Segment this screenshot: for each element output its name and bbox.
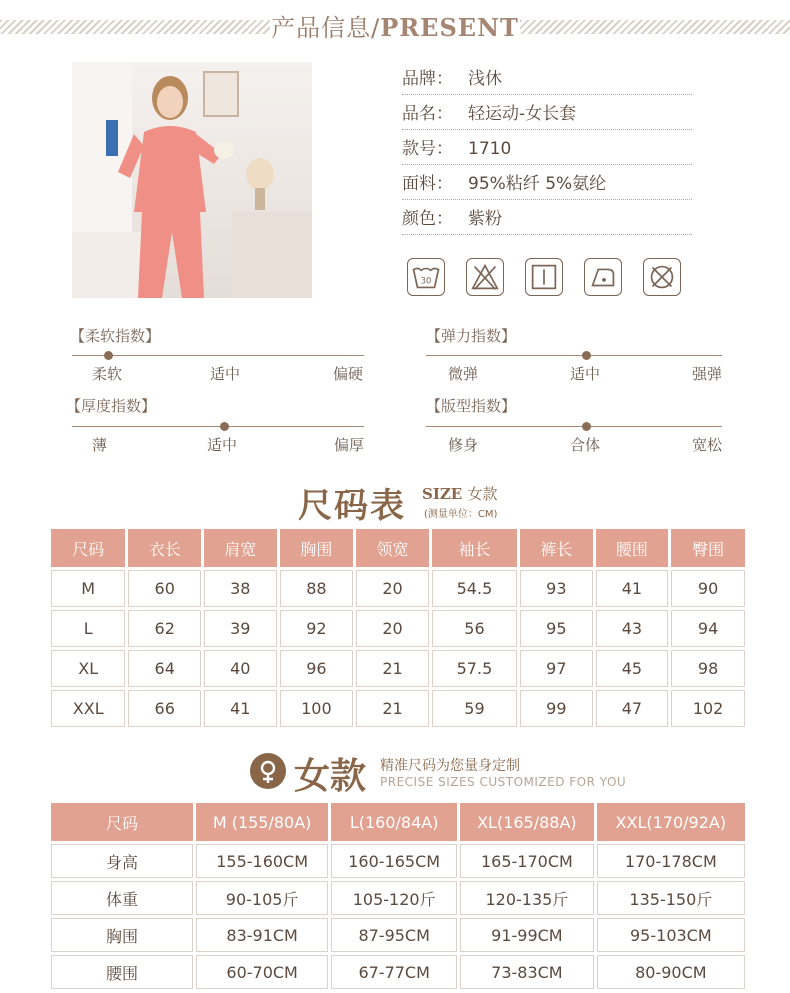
table-cell: 102 — [671, 690, 745, 727]
table-cell: 21 — [356, 690, 429, 727]
table-cell: 43 — [596, 610, 669, 647]
soft-index-track — [72, 355, 364, 356]
info-style-no-value: 1710 — [468, 139, 512, 159]
iron-low-icon — [584, 258, 622, 296]
thickness-index-track — [72, 426, 364, 427]
size-table-header-cell: 衣长 — [128, 529, 201, 567]
info-brand-value: 浅休 — [468, 69, 502, 89]
info-color-value: 紫粉 — [468, 209, 502, 229]
table-cell: XXL — [51, 690, 125, 727]
fit-index-low: 修身 — [448, 436, 479, 454]
table-cell: 105-120斤 — [331, 881, 457, 915]
table-cell: L — [51, 610, 125, 647]
table-cell: 170-178CM — [597, 844, 745, 878]
drip-dry-icon — [525, 258, 563, 296]
table-cell: 165-170CM — [460, 844, 594, 878]
info-brand — [402, 63, 692, 95]
table-cell: 90 — [671, 570, 745, 607]
table-cell: 120-135斤 — [460, 881, 594, 915]
table-cell: 40 — [204, 650, 277, 687]
table-cell: 60 — [128, 570, 201, 607]
table-cell: 66 — [128, 690, 201, 727]
women-section-subtitle: 精准尺码为您量身定制 — [380, 758, 520, 774]
women-table-header-cell: M (155/80A) — [196, 803, 328, 841]
table-cell: 88 — [280, 570, 354, 607]
thickness-index-title: 【厚度指数】 — [66, 397, 157, 415]
table-cell: 94 — [671, 610, 745, 647]
table-cell: 体重 — [51, 881, 193, 915]
table-cell: 155-160CM — [196, 844, 328, 878]
table-cell: 99 — [520, 690, 593, 727]
section-title-cn: 产品信息/ — [271, 14, 381, 42]
elastic-index-marker — [582, 351, 591, 360]
size-table-header-cell: 尺码 — [51, 529, 125, 567]
table-cell: 45 — [596, 650, 669, 687]
size-table-header-cell: 肩宽 — [204, 529, 277, 567]
no-bleach-icon — [466, 258, 504, 296]
table-row — [51, 955, 745, 989]
table-cell: 67-77CM — [331, 955, 457, 989]
table-cell: 135-150斤 — [597, 881, 745, 915]
table-cell: 90-105斤 — [196, 881, 328, 915]
wash-30-icon — [407, 258, 445, 296]
no-dry-clean-icon — [643, 258, 681, 296]
section-title-en: PRESENT — [380, 13, 519, 42]
info-color — [402, 203, 692, 235]
elastic-index-low: 微弹 — [448, 365, 479, 383]
soft-index-marker — [104, 351, 113, 360]
size-table-header-cell: 臀围 — [671, 529, 745, 567]
table-cell: 54.5 — [432, 570, 517, 607]
table-cell: 身高 — [51, 844, 193, 878]
table-cell: 100 — [280, 690, 354, 727]
size-chart-subtitle — [422, 483, 497, 504]
info-product-name — [402, 98, 692, 130]
table-cell: 20 — [356, 610, 429, 647]
table-cell: 21 — [356, 650, 429, 687]
fit-index-high: 宽松 — [692, 436, 723, 454]
product-photo — [72, 62, 312, 298]
size-chart-title: 尺码表 — [298, 486, 406, 526]
info-fabric-label: 面料： — [402, 174, 453, 194]
table-cell: 64 — [128, 650, 201, 687]
women-section-title: 女款 — [294, 756, 367, 797]
info-product-name-label: 品名： — [402, 104, 453, 124]
table-cell: 95 — [520, 610, 593, 647]
size-table — [48, 526, 748, 730]
women-table-header-cell: XXL(170/92A) — [597, 803, 745, 841]
thickness-index-high: 偏厚 — [334, 436, 365, 454]
women-table-header-cell: L(160/84A) — [331, 803, 457, 841]
table-cell: 41 — [204, 690, 277, 727]
elastic-index-title: 【弹力指数】 — [426, 327, 517, 345]
size-table-header — [51, 529, 745, 567]
table-cell: 93 — [520, 570, 593, 607]
fit-index-mid: 合体 — [570, 436, 601, 454]
table-row — [51, 650, 745, 687]
soft-index-high: 偏硬 — [333, 365, 364, 383]
table-cell: 38 — [204, 570, 277, 607]
table-cell: 腰围 — [51, 955, 193, 989]
table-row — [51, 844, 745, 878]
table-cell: 39 — [204, 610, 277, 647]
thickness-index-mid: 适中 — [207, 436, 238, 454]
table-cell: 41 — [596, 570, 669, 607]
table-row — [51, 918, 745, 952]
table-row — [51, 570, 745, 607]
table-row — [51, 881, 745, 915]
elastic-index-high: 强弹 — [692, 365, 723, 383]
table-cell: 97 — [520, 650, 593, 687]
info-style-no — [402, 133, 692, 165]
women-table-header-cell: 尺码 — [51, 803, 193, 841]
table-cell: XL — [51, 650, 125, 687]
info-color-label: 颜色： — [402, 209, 453, 229]
info-brand-label: 品牌： — [402, 69, 453, 89]
fit-index-track — [426, 426, 722, 427]
size-chart-subtitle-cn: 女款 — [467, 485, 498, 503]
table-cell: 80-90CM — [597, 955, 745, 989]
table-cell: 62 — [128, 610, 201, 647]
size-table-header-cell: 胸围 — [280, 529, 354, 567]
table-cell: 60-70CM — [196, 955, 328, 989]
wash-temp-text: 30 — [420, 276, 432, 287]
table-cell: 87-95CM — [331, 918, 457, 952]
table-cell: 91-99CM — [460, 918, 594, 952]
info-fabric-value: 95%粘纤 5%氨纶 — [468, 174, 607, 194]
table-cell: 47 — [596, 690, 669, 727]
size-chart-subtitle-en: SIZE — [422, 485, 463, 503]
women-section-subtitle-en: PRECISE SIZES CUSTOMIZED FOR YOU — [380, 775, 627, 789]
size-chart-unit-note: (测量单位：CM) — [424, 509, 498, 520]
thickness-index-marker — [220, 422, 229, 431]
table-cell: M — [51, 570, 125, 607]
table-row — [51, 610, 745, 647]
table-cell: 83-91CM — [196, 918, 328, 952]
table-cell: 96 — [280, 650, 354, 687]
size-table-header-cell: 裤长 — [520, 529, 593, 567]
elastic-index-mid: 适中 — [570, 365, 601, 383]
table-cell: 73-83CM — [460, 955, 594, 989]
info-style-no-label: 款号： — [402, 139, 453, 159]
size-table-header-cell: 腰围 — [596, 529, 669, 567]
table-cell: 160-165CM — [331, 844, 457, 878]
female-icon — [250, 753, 286, 789]
women-size-table — [48, 800, 748, 992]
soft-index-title: 【柔软指数】 — [70, 327, 161, 345]
soft-index-low: 柔软 — [92, 365, 123, 383]
fit-index-title: 【版型指数】 — [426, 397, 517, 415]
women-table-header-cell: XL(165/88A) — [460, 803, 594, 841]
table-cell: 20 — [356, 570, 429, 607]
table-cell: 56 — [432, 610, 517, 647]
table-cell: 95-103CM — [597, 918, 745, 952]
table-cell: 92 — [280, 610, 354, 647]
thickness-index-low: 薄 — [92, 436, 108, 454]
table-row — [51, 690, 745, 727]
table-cell: 59 — [432, 690, 517, 727]
fit-index-marker — [582, 422, 591, 431]
table-cell: 57.5 — [432, 650, 517, 687]
size-table-header-cell: 领宽 — [356, 529, 429, 567]
elastic-index-track — [426, 355, 722, 356]
info-fabric — [402, 168, 692, 200]
info-product-name-value: 轻运动-女长套 — [468, 104, 577, 124]
section-title — [0, 8, 790, 43]
soft-index-mid: 适中 — [210, 365, 241, 383]
table-cell: 98 — [671, 650, 745, 687]
table-cell: 胸围 — [51, 918, 193, 952]
women-table-header — [51, 803, 745, 841]
size-table-header-cell: 袖长 — [432, 529, 517, 567]
